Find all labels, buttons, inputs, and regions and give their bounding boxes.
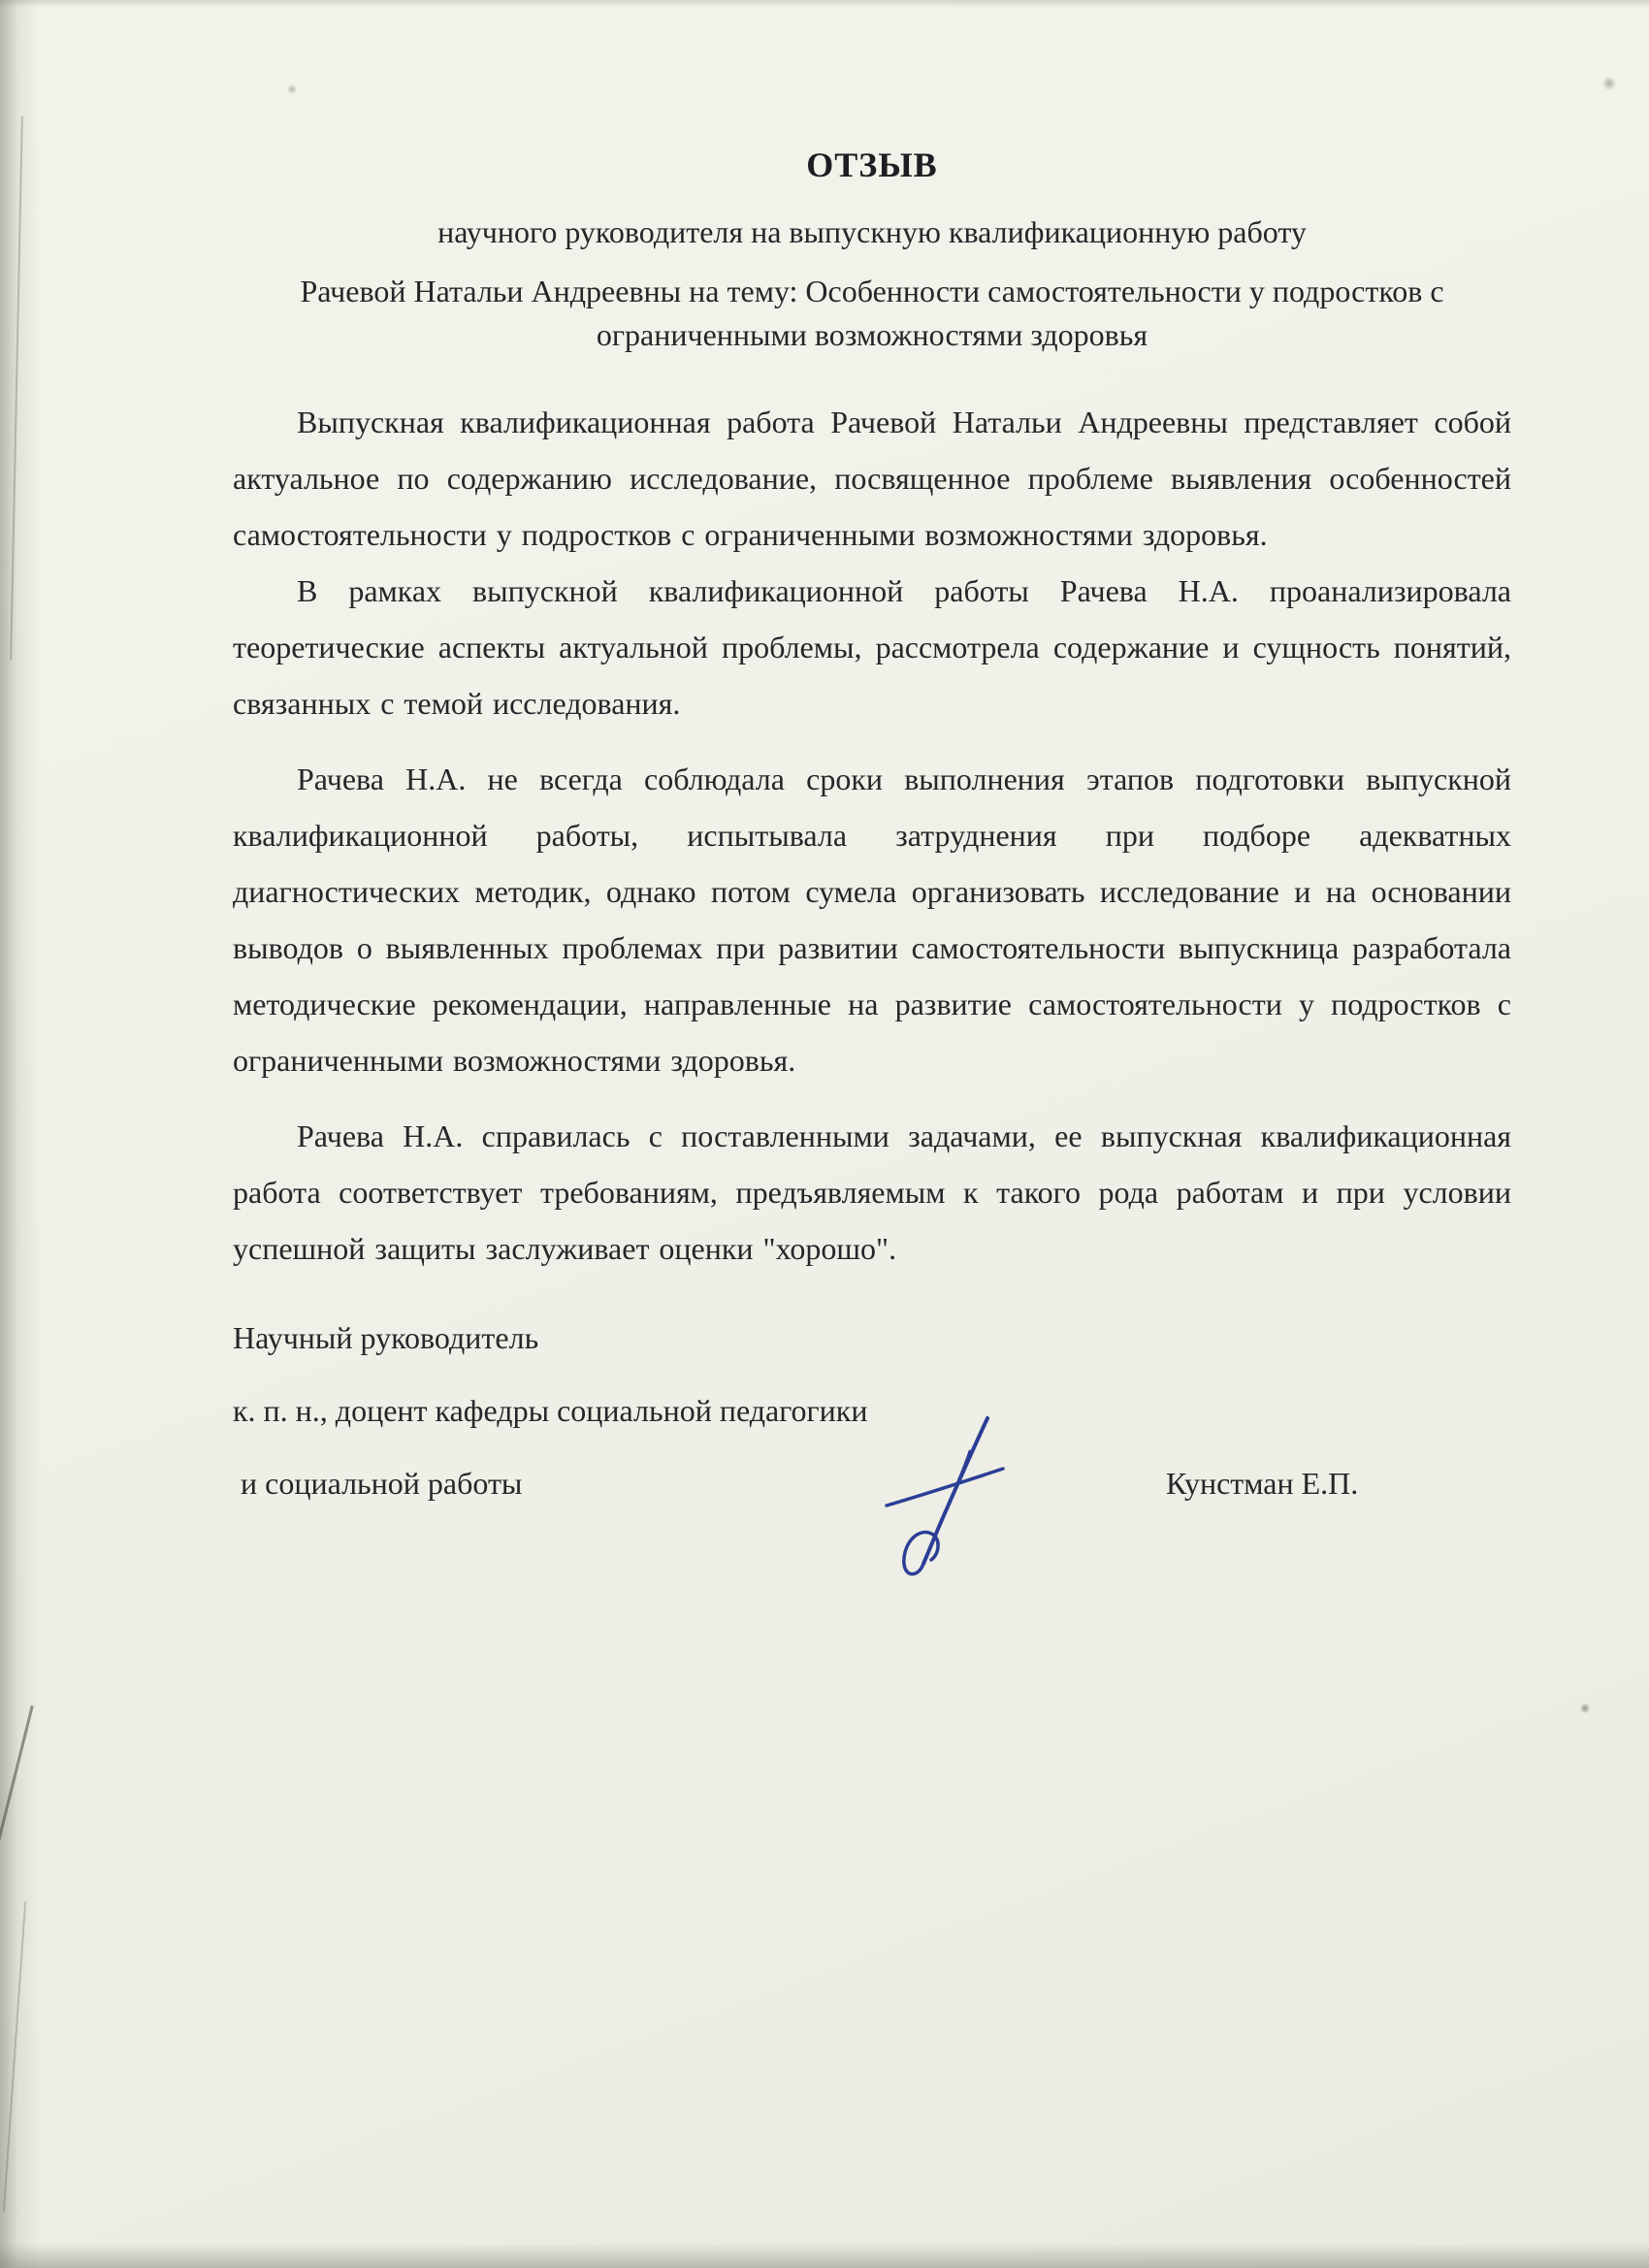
scan-crease-lower-left xyxy=(0,1705,34,1923)
signature-block xyxy=(233,1317,1511,1521)
signer-name: Кунстман Е.П. xyxy=(1166,1466,1359,1501)
paragraph-4: Рачева Н.А. справилась с поставленными задачами, ее выпускная квалификационная работа соответствует требованиям, предъявляемым к такого рода работам и при условии успешной защиты заслуживает оценки "хорошо". xyxy=(233,1118,1511,1266)
signature-position-line-2: и социальной работы xyxy=(241,1466,523,1501)
paragraph-2: В рамках выпускной квалификационной работы Рачева Н.А. проанализировала теоретические аспекты актуальной проблемы, рассмотрела содержание и сущность понятий, связанных с темой исследования. xyxy=(233,573,1511,721)
signature-role-line: Научный руководитель xyxy=(233,1320,539,1355)
signature-position-line: к. п. н., доцент кафедры социальной педагогики xyxy=(233,1393,868,1428)
scan-left-edge-shadow xyxy=(0,0,41,2268)
scan-speck-top-right xyxy=(1602,76,1616,91)
scan-speck-mid-right xyxy=(1579,1703,1591,1713)
scan-bottom-edge-shadow xyxy=(0,2243,1649,2268)
scan-crease-upper-left xyxy=(10,116,23,660)
scan-crease-lower-left-2 xyxy=(3,1901,26,2211)
paragraph-1: Выпускная квалификационная работа Рачевой Натальи Андреевны представляет собой актуальное по содержанию исследование, посвященное проблеме выявления особенностей самостоятельности у подростков с ограниченными возможностями здоровья. xyxy=(233,405,1511,552)
review-subtitle: научного руководителя на выпускную квалификационную работу xyxy=(437,214,1307,249)
document-content xyxy=(233,0,1511,1521)
signature-row xyxy=(233,1463,1511,1521)
handwritten-signature-ink xyxy=(873,1412,1057,1577)
review-topic: Рачевой Натальи Андреевны на тему: Особенности самостоятельности у подростков с ограниченными возможностями здоровья xyxy=(300,274,1444,352)
paragraph-3: Рачева Н.А. не всегда соблюдала сроки выполнения этапов подготовки выпускной квалификационной работы, испытывала затруднения при подборе адекватных диагностических методик, однако потом сумела организовать исследование и на основании выводов о выявленных проблемах при развитии самостоятельности выпускница разработала методические рекомендации, направленные на развитие самостоятельности у подростков с ограниченными возможностями здоровья. xyxy=(233,761,1511,1078)
document-title: ОТЗЫВ xyxy=(806,146,938,184)
